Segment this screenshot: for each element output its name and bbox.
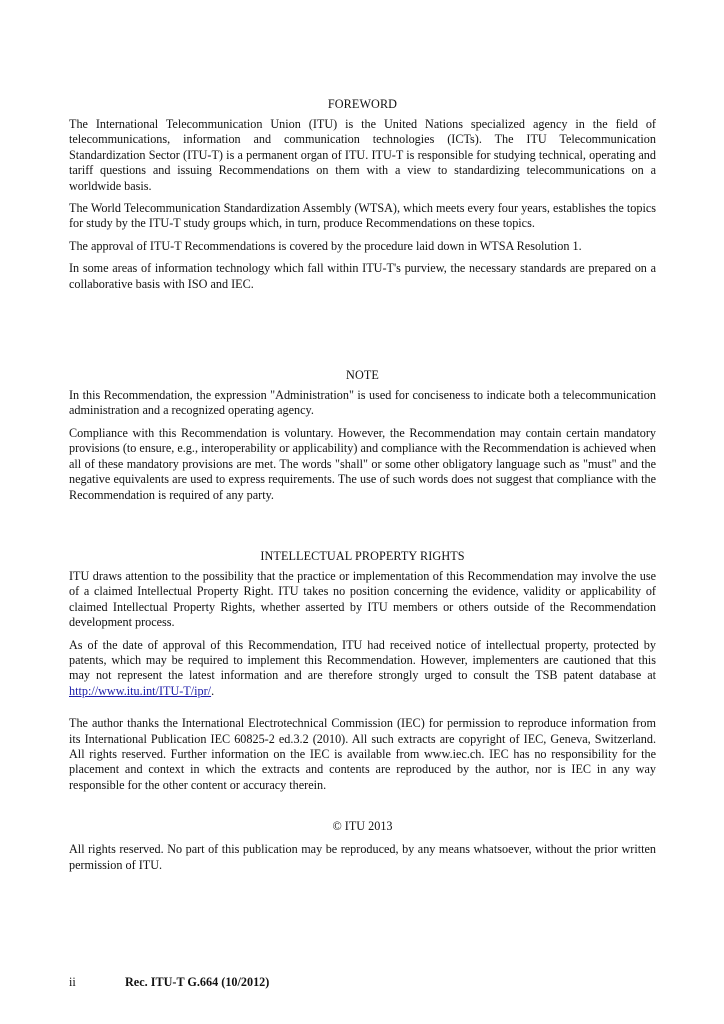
page-footer [69, 975, 269, 990]
note-heading: NOTE [346, 368, 379, 383]
foreword-paragraph-1: The International Telecommunication Union (ITU) is the United Nations specialized agency in the field of telecommunications, information and communication technologies (ICTs). The ITU Telecommunication Standardization Sector (ITU-T) is a permanent organ of ITU. ITU-T is responsible for studying technical, operating and tariff questions and issuing Recommendations on them with a view to standardizing telecommunications on a worldwide basis. [69, 117, 656, 193]
ipr-paragraph-2-end: . [211, 683, 215, 698]
recommendation-reference: Rec. ITU-T G.664 (10/2012) [125, 975, 270, 989]
page-number: ii [69, 975, 76, 989]
document-page [69, 97, 656, 880]
section-spacer [69, 299, 656, 368]
copyright-line: © ITU 2013 [332, 819, 393, 834]
copyright-paragraph: All rights reserved. No part of this publication may be reproduced, by any means whatsoever, without the prior written permission of ITU. [69, 842, 656, 872]
foreword-paragraph-4: In some areas of information technology which fall within ITU-T's purview, the necessary standards are prepared on a collaborative basis with ISO and IEC. [69, 261, 656, 291]
iec-acknowledgement-paragraph: The author thanks the International Electrotechnical Commission (IEC) for permission to reproduce information from its International Publication IEC 60825-2 ed.3.2 (2010). All such extracts are copyright of IEC, Geneva, Switzerland. All rights reserved. Further information on the IEC is available from www.iec.ch. IEC has no responsibility for the placement and context in which the extracts and contents are reproduced by the author, nor is IEC in any way responsible for the other content or accuracy therein. [69, 716, 656, 792]
ipr-paragraph-1: ITU draws attention to the possibility that the practice or implementation of this Recommendation may involve the use of a claimed Intellectual Property Right. ITU takes no position concerning the evidence, validity or applicability of claimed Intellectual Property Rights, whether asserted by ITU members or others outside of the Recommendation development process. [69, 568, 656, 630]
section-spacer [69, 510, 656, 549]
foreword-paragraph-3: The approval of ITU-T Recommendations is covered by the procedure laid down in WTSA Resolution 1. [69, 238, 582, 253]
tsb-patent-database-link[interactable]: http://www.itu.int/ITU-T/ipr/ [69, 683, 212, 698]
ipr-paragraph-2-text: As of the date of approval of this Recommendation, ITU had received notice of intellectual property, protected by patents, which may be required to implement this Recommendation. However, implementers are cautioned that this may not represent the latest information and are therefore strongly urged to consult the TSB patent database at [69, 637, 656, 683]
ipr-heading: INTELLECTUAL PROPERTY RIGHTS [260, 548, 465, 563]
section-spacer [69, 706, 656, 716]
section-spacer [69, 800, 656, 819]
foreword-heading: FOREWORD [327, 97, 398, 111]
note-paragraph-1: In this Recommendation, the expression "Administration" is used for conciseness to indicate both a telecommunication administration and a recognized operating agency. [69, 388, 656, 418]
note-paragraph-2: Compliance with this Recommendation is voluntary. However, the Recommendation may contain certain mandatory provisions (to ensure, e.g., interoperability or applicability) and compliance with the Recommendation is achieved when all of these mandatory provisions are met. The words "shall" or some other obligatory language such as "must" and the negative equivalents are used to express requirements. The use of such words does not suggest that compliance with the Recommendation is required of any party. [69, 425, 656, 502]
foreword-paragraph-2: The World Telecommunication Standardization Assembly (WTSA), which meets every four years, establishes the topics for study by the ITU-T study groups which, in turn, produce Recommendations on these topics. [69, 201, 656, 231]
ipr-paragraph-2 [69, 638, 656, 700]
